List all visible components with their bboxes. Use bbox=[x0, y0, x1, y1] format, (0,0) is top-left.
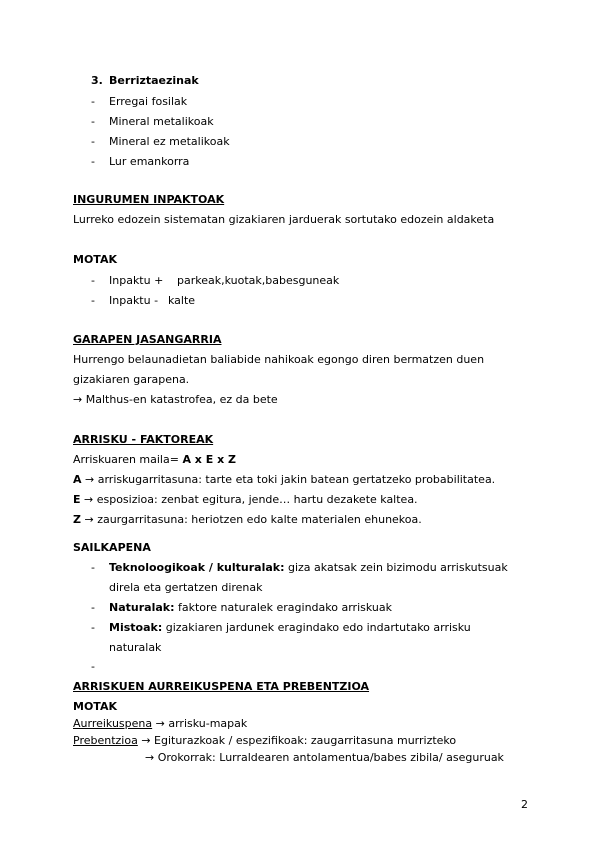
sailkapena-tek-line bbox=[109, 561, 508, 575]
aurreikuspena-key: Aurreikuspena bbox=[73, 717, 153, 730]
orokorrak-line: → Orokorrak: Lurraldearen antolamentua/babes zibila/ aseguruak bbox=[145, 751, 504, 764]
arrisku-a-line bbox=[73, 473, 495, 487]
arrisku-e-key: E bbox=[73, 493, 81, 506]
motak-item-label: Inpaktu - bbox=[109, 294, 159, 307]
sailkapena-nat-text: faktore naturalek eragindako arriskuak bbox=[174, 601, 392, 614]
arrisku-e-line bbox=[73, 493, 418, 507]
sailkapena-nat-key: Naturalak: bbox=[109, 601, 175, 614]
arrisku-z-key: Z bbox=[73, 513, 81, 526]
sailkapena-heading: SAILKAPENA bbox=[73, 541, 151, 554]
sailkapena-mix-key: Mistoak: bbox=[109, 621, 163, 634]
aurreikuspena-text: → arrisku-mapak bbox=[152, 717, 248, 730]
prebentzioa-text: → Egiturazkoak / espezifikoak: zaugarritasuna murrizteko bbox=[137, 734, 457, 747]
arrisku-formula-prefix: Arriskuaren maila= bbox=[73, 453, 183, 466]
bullet-dash: - bbox=[91, 660, 95, 673]
list-item: Mineral metalikoak bbox=[109, 115, 214, 128]
arrisku-a-key: A bbox=[73, 473, 82, 486]
bullet-dash: - bbox=[91, 294, 95, 307]
bullet-dash: - bbox=[91, 601, 95, 614]
arrisku-z-line bbox=[73, 513, 422, 527]
bullet-dash: - bbox=[91, 274, 95, 287]
section-3-title: Berriztaezinak bbox=[109, 74, 199, 87]
arrisku-heading: ARRISKU - FAKTOREAK bbox=[73, 433, 214, 446]
arrisku-z-text: → zaurgarritasuna: heriotzen edo kalte materialen ehunekoa. bbox=[80, 513, 422, 526]
garapen-line-2: gizakiaren garapena. bbox=[73, 373, 190, 386]
ingurumen-text: Lurreko edozein sistematan gizakiaren jarduerak sortutako edozein aldaketa bbox=[73, 213, 495, 226]
list-item: Erregai fosilak bbox=[109, 95, 188, 108]
prebentzioa-heading: ARRISKUEN AURREIKUSPENA ETA PREBENTZIOA bbox=[73, 680, 370, 693]
prebentzioa-line bbox=[73, 734, 456, 748]
sailkapena-tek-text: giza akatsak zein bizimodu arriskutsuak bbox=[284, 561, 508, 574]
motak-item-value: kalte bbox=[168, 294, 196, 307]
list-item: Mineral ez metalikoak bbox=[109, 135, 230, 148]
sailkapena-mix-text-2: naturalak bbox=[109, 641, 162, 654]
sailkapena-mix-text: gizakiaren jardunek eragindako edo indartutako arrisku bbox=[162, 621, 471, 634]
bullet-dash: - bbox=[91, 621, 95, 634]
ingurumen-heading: INGURUMEN INPAKTOAK bbox=[73, 193, 225, 206]
arrisku-formula bbox=[73, 453, 236, 467]
motak-item-label: Inpaktu + bbox=[109, 274, 164, 287]
list-item: Lur emankorra bbox=[109, 155, 190, 168]
sailkapena-nat-line bbox=[109, 601, 392, 615]
bullet-dash: - bbox=[91, 115, 95, 128]
sailkapena-tek-key: Teknoloogikoak / kulturalak: bbox=[109, 561, 285, 574]
bullet-dash: - bbox=[91, 155, 95, 168]
sailkapena-tek-text-2: direla eta gertatzen direnak bbox=[109, 581, 263, 594]
aurreikuspena-line bbox=[73, 717, 247, 731]
motak-item-value: parkeak,kuotak,babesguneak bbox=[177, 274, 340, 287]
arrisku-e-text: → esposizioa: zenbat egitura, jende… hartu dezakete kaltea. bbox=[80, 493, 418, 506]
page-number: 2 bbox=[521, 798, 528, 811]
garapen-heading: GARAPEN JASANGARRIA bbox=[73, 333, 222, 346]
prebentzioa-motak-heading: MOTAK bbox=[73, 700, 117, 713]
garapen-line-3: → Malthus-en katastrofea, ez da bete bbox=[73, 393, 278, 406]
garapen-line-1: Hurrengo belaunadietan baliabide nahikoak egongo diren bermatzen duen bbox=[73, 353, 485, 366]
bullet-dash: - bbox=[91, 561, 95, 574]
arrisku-formula-expression: A x E x Z bbox=[182, 453, 236, 466]
bullet-dash: - bbox=[91, 95, 95, 108]
section-3-number: 3. bbox=[91, 74, 103, 87]
prebentzioa-key: Prebentzioa bbox=[73, 734, 138, 747]
bullet-dash: - bbox=[91, 135, 95, 148]
motak-heading: MOTAK bbox=[73, 253, 117, 266]
arrisku-a-text: → arriskugarritasuna: tarte eta toki jakin batean gertatzeko probabilitatea. bbox=[81, 473, 496, 486]
sailkapena-mix-line bbox=[109, 621, 471, 635]
